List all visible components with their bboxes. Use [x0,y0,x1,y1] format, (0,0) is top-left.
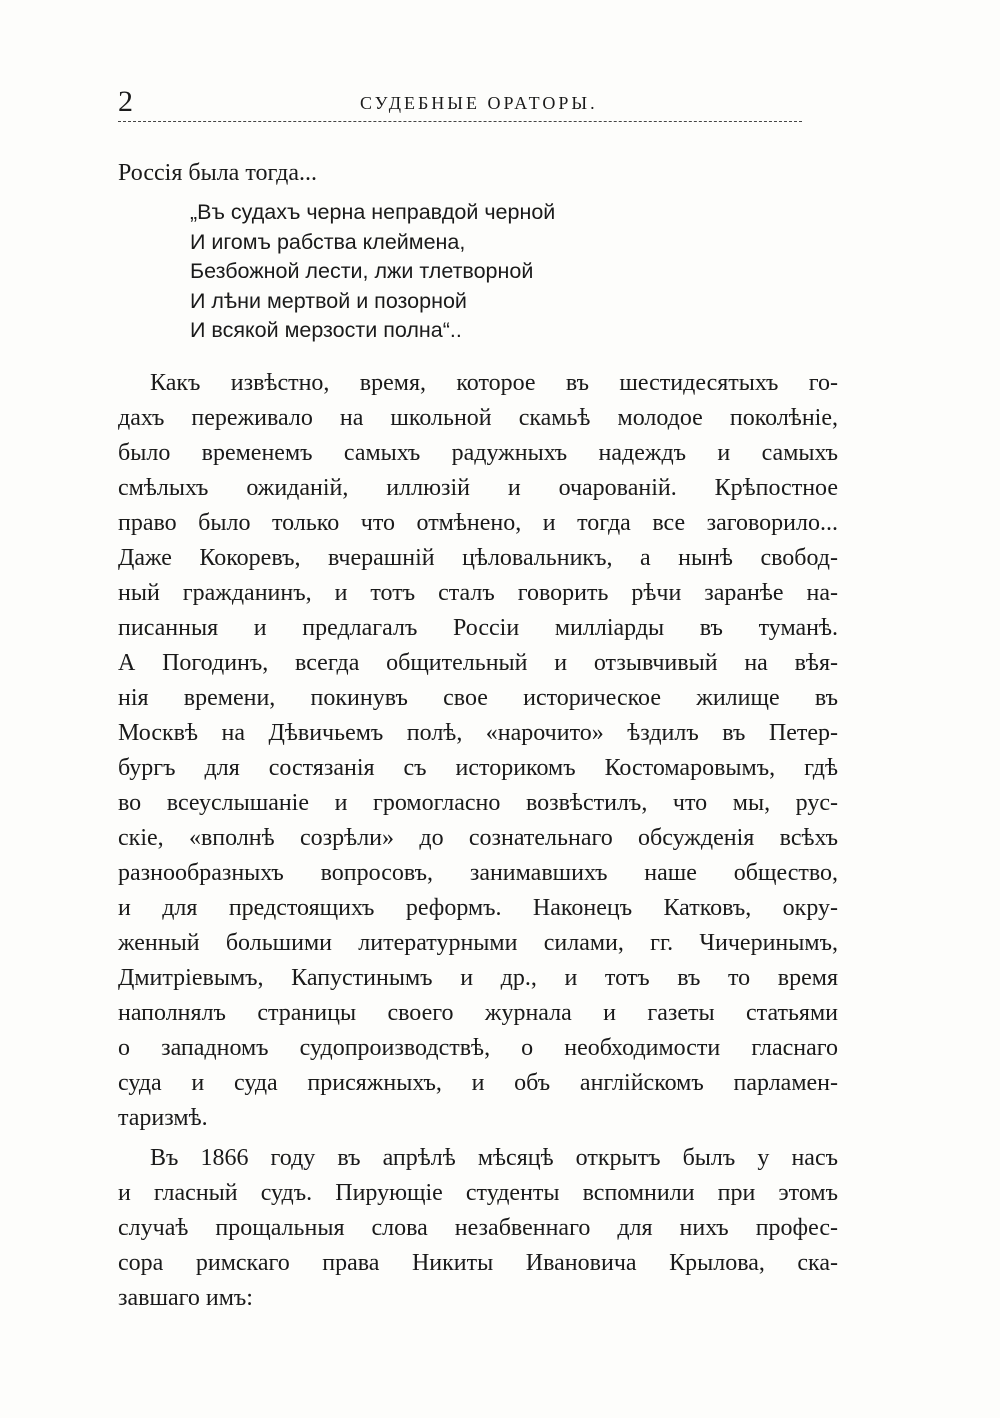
poem-line: И лѣни мертвой и позорной [190,288,467,313]
text-line: и гласный судъ. Пирующіе студенты вспомнили при этомъ [118,1180,838,1206]
page-number: 2 [118,85,133,118]
poem-line: Безбожной лести, лжи тлетворной [190,259,534,283]
running-head: СУДЕБНЫЕ ОРАТОРЫ. [360,93,598,113]
text-line: сора римскаго права Никиты Ивановича Крылова, ска- [118,1250,838,1276]
page-header [118,82,802,122]
text-line: писанныя и предлагалъ Россіи милліарды въ туманѣ. [118,615,838,641]
text-line: право было только что отмѣнено, и тогда все заговорило... [118,510,838,536]
text-line: А Погодинъ, всегда общительный и отзывчивый на вѣя- [118,650,838,676]
text-line: суда и суда присяжныхъ, и объ англійскомъ парламен- [118,1070,838,1096]
text-line: разнообразныхъ вопросовъ, занимавшихъ наше общество, [118,860,838,886]
text-line: было временемъ самыхъ радужныхъ надеждъ и самыхъ [118,440,838,466]
text-line: Москвѣ на Дѣвичьемъ полѣ, «нарочито» ѣздилъ въ Петер- [118,720,838,746]
text-line: скіе, «вполнѣ созрѣли» до сознательнаго обсужденія всѣхъ [118,825,838,851]
text-line: Дмитріевымъ, Капустинымъ и др., и тотъ въ то время [118,965,838,991]
text-line: завшаго имъ: [118,1285,253,1311]
poem-line: И всякой мерзости полна“.. [190,318,462,342]
text-line: нія времени, покинувъ свое историческое жилище въ [118,685,838,711]
text-line: женный большими литературными силами, гг. Чичеринымъ, [118,930,838,956]
text-line: смѣлыхъ ожиданій, иллюзій и очарованій. Крѣпостное [118,475,838,501]
text-line: дахъ переживало на школьной скамьѣ молодое поколѣніе, [118,405,838,431]
text-line: во всеуслышаніе и громогласно возвѣстилъ, что мы, рус- [118,790,838,816]
poem-line: „Въ судахъ черна неправдой черной [190,200,556,224]
text-line: таризмѣ. [118,1105,208,1131]
text-line: случаѣ прощальныя слова незабвеннаго для нихъ профес- [118,1215,838,1241]
text-line: и для предстоящихъ реформъ. Наконецъ Катковъ, окру- [118,895,838,921]
text-line: Даже Кокоревъ, вчерашній цѣловальникъ, а нынѣ свобод- [118,545,838,571]
text-line: Въ 1866 году въ апрѣлѣ мѣсяцѣ открытъ былъ у насъ [150,1145,838,1171]
text-line: ный гражданинъ, и тотъ сталъ говорить рѣчи заранѣе на- [118,580,838,606]
text-line: Какъ извѣстно, время, которое въ шестидесятыхъ го- [150,370,838,396]
header-rule [118,121,802,122]
poem-quote [190,198,555,346]
text-line: бургъ для состязанія съ историкомъ Костомаровымъ, гдѣ [118,755,838,781]
text-line: наполнялъ страницы своего журнала и газеты статьями [118,1000,838,1026]
intro-line: Россія была тогда... [118,160,318,186]
poem-line: И игомъ рабства клеймена, [190,229,466,254]
text-line: о западномъ судопроизводствѣ, о необходимости гласнаго [118,1035,838,1061]
